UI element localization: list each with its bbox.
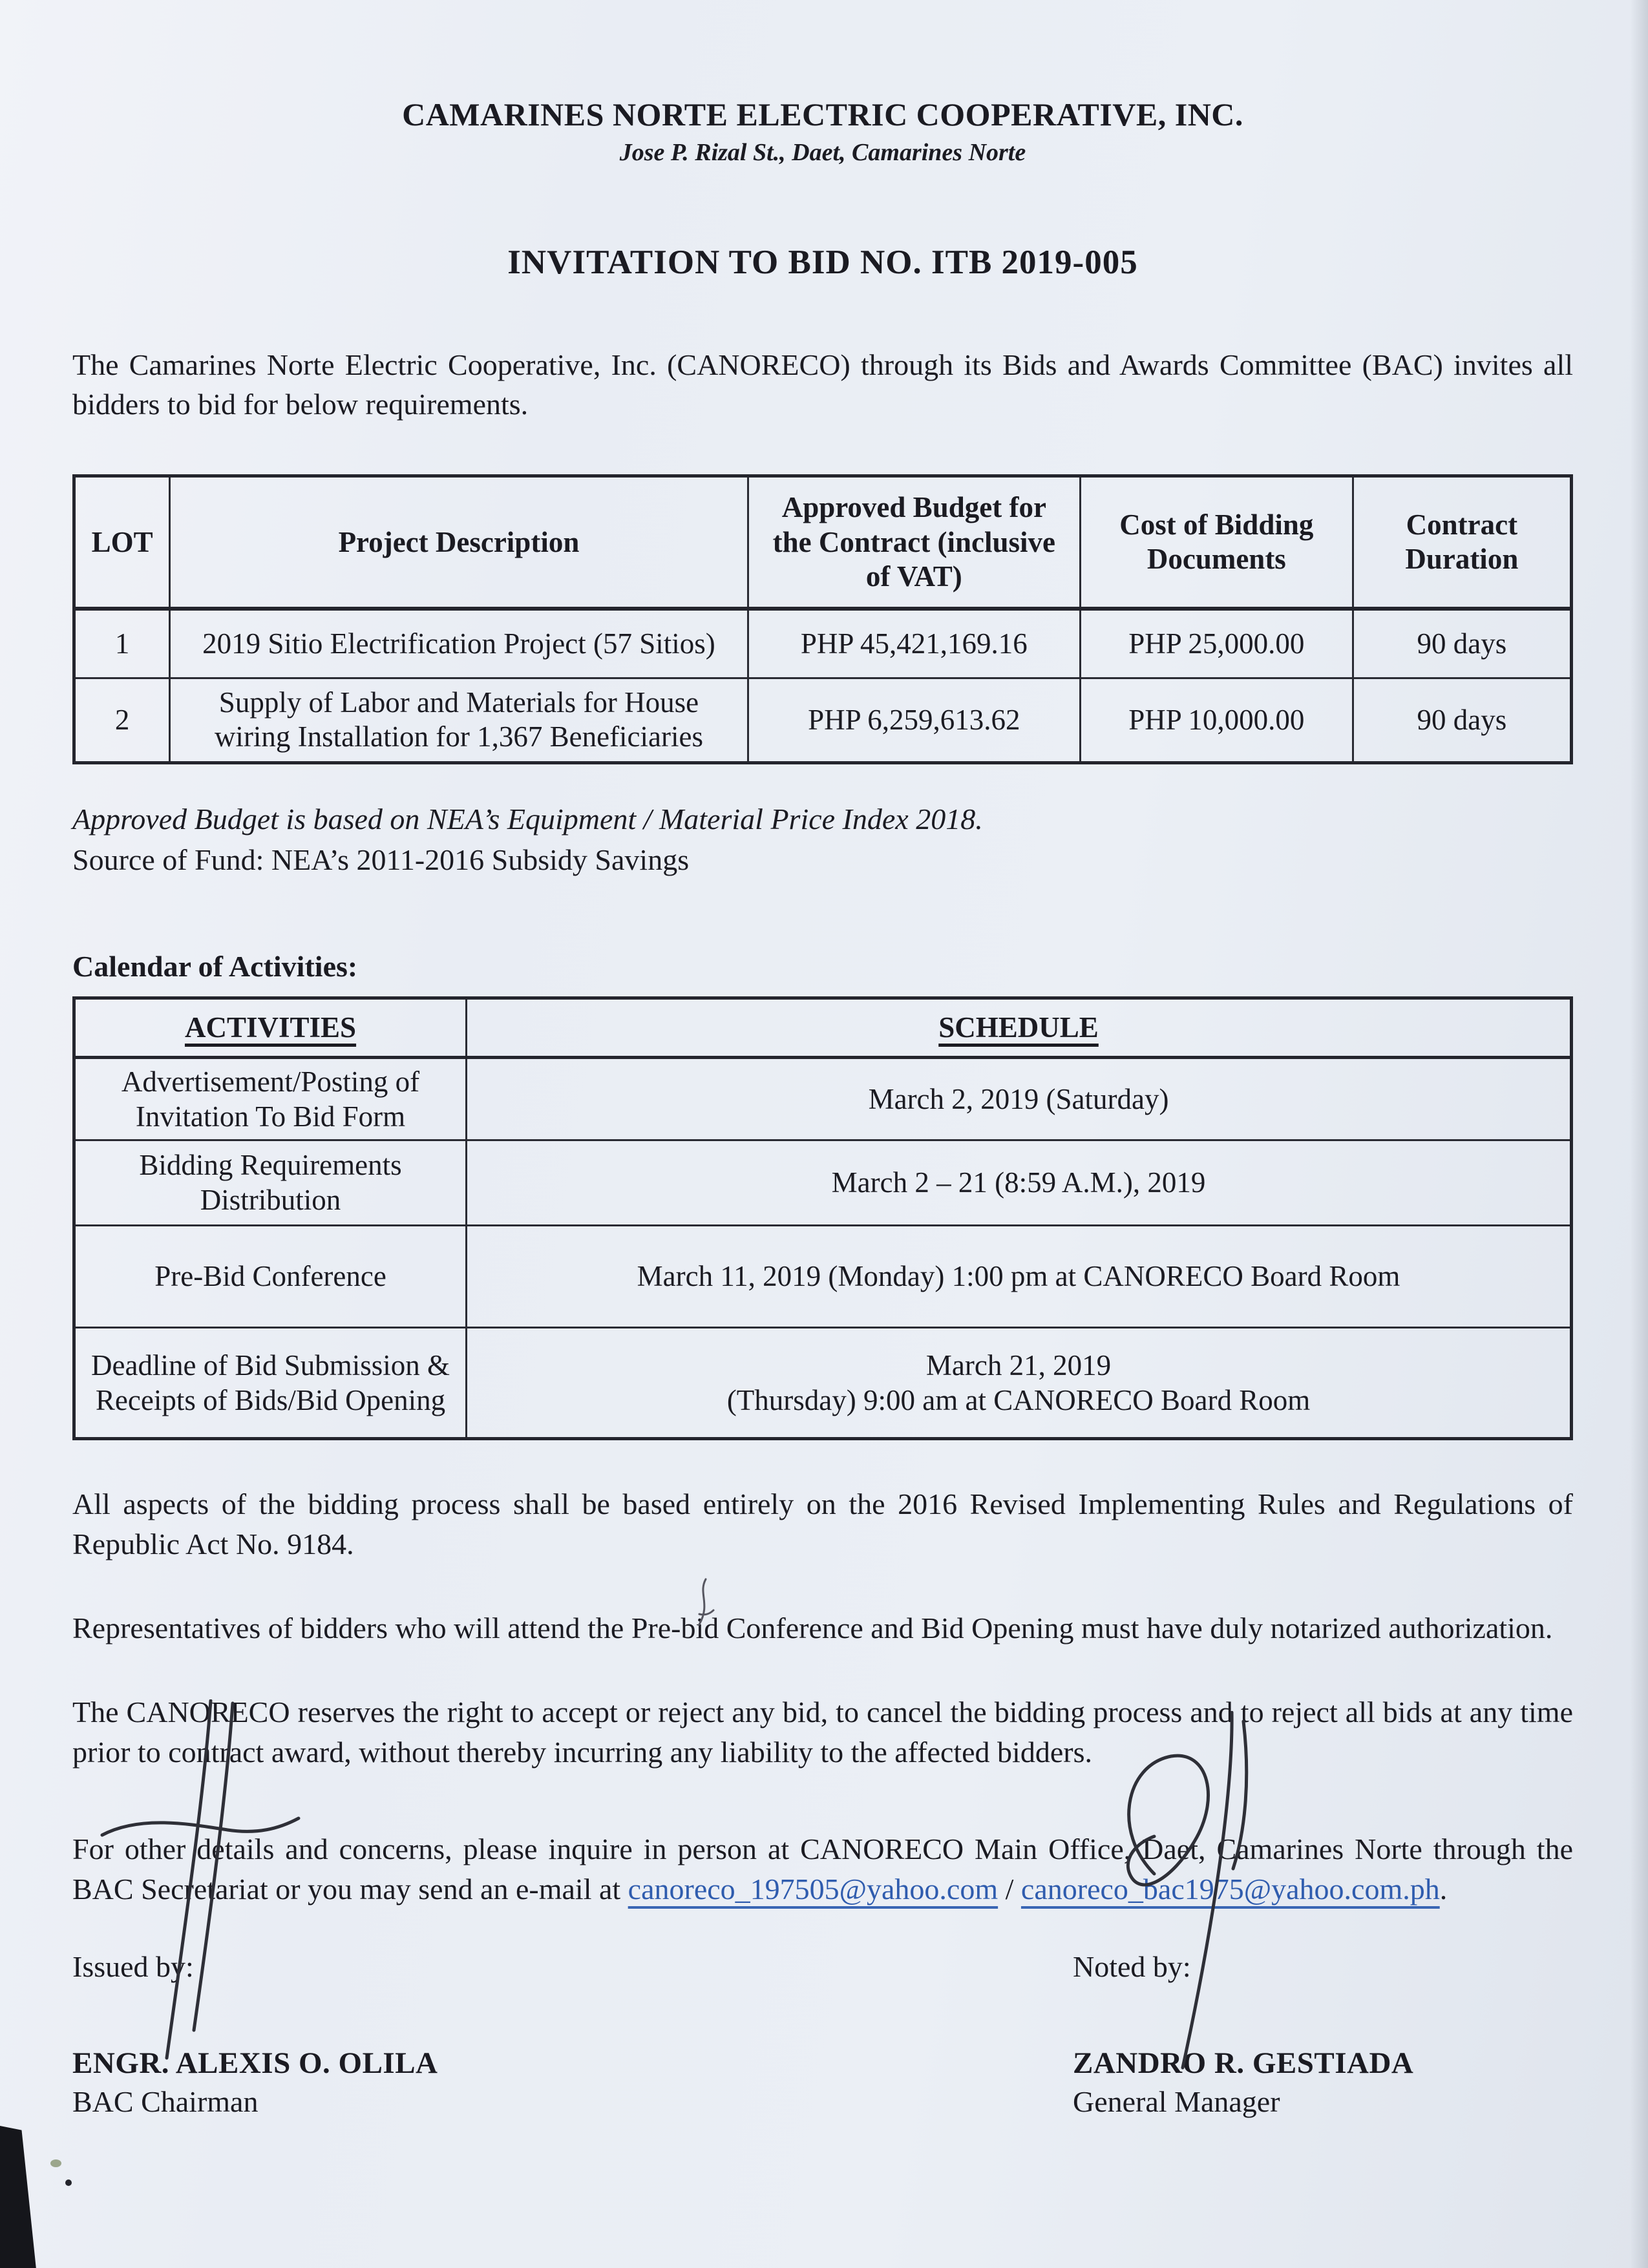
lot-2-budget: PHP 6,259,613.62 xyxy=(748,678,1080,762)
activity-bid-deadline: Deadline of Bid Submission & Receipts of Bids/Bid Opening xyxy=(74,1327,467,1438)
activity-prebid-conference: Pre-Bid Conference xyxy=(74,1225,467,1327)
lot-2-duration: 90 days xyxy=(1353,678,1571,762)
email-link-1[interactable]: canoreco_197505@yahoo.com xyxy=(628,1873,998,1906)
table-row xyxy=(74,1057,1572,1140)
email-separator: / xyxy=(998,1873,1021,1906)
issued-by-title: BAC Chairman xyxy=(72,2085,259,2119)
table-row xyxy=(74,678,1572,762)
lot-1-duration: 90 days xyxy=(1353,609,1571,678)
schedule-bid-deadline xyxy=(467,1327,1572,1438)
email-link-2[interactable]: canoreco_bac1975@yahoo.com.ph xyxy=(1020,1873,1440,1906)
lot-2-cost: PHP 10,000.00 xyxy=(1081,678,1353,762)
noted-by-label: Noted by: xyxy=(1073,1950,1191,1984)
schedule-prebid-conference: March 11, 2019 (Monday) 1:00 pm at CANORECO Board Room xyxy=(467,1225,1572,1327)
noted-by-block xyxy=(1073,1949,1573,2119)
issued-by-block xyxy=(72,1949,1073,2119)
activity-bidding-requirements: Bidding Requirements Distribution xyxy=(74,1140,467,1225)
lot-2-number: 2 xyxy=(74,678,170,762)
document-header xyxy=(72,96,1573,282)
lot-1-description: 2019 Sitio Electrification Project (57 Sitios) xyxy=(170,609,748,678)
signature-section xyxy=(72,1949,1573,2119)
description-column-header: Project Description xyxy=(170,476,748,609)
issued-by-name: ENGR. ALEXIS O. OLILA xyxy=(72,2046,438,2081)
schedule-bidding-requirements: March 2 – 21 (8:59 A.M.), 2019 xyxy=(467,1140,1572,1225)
noted-by-title: General Manager xyxy=(1073,2085,1280,2119)
fund-source-note: Source of Fund: NEA’s 2011-2016 Subsidy Savings xyxy=(72,843,690,876)
scan-speck xyxy=(65,2179,72,2186)
calendar-header-row xyxy=(74,998,1572,1057)
cost-column-header: Cost of Bidding Documents xyxy=(1081,476,1353,609)
activity-advertisement: Advertisement/Posting of Invitation To Bid Form xyxy=(74,1057,467,1140)
paragraph-canoreco-reserves: The CANORECO reserves the right to accept or reject any bid, to cancel the bidding process and to reject all bids at any time prior to contract award, without thereby incurring any liability to the affected bidders. xyxy=(72,1695,1573,1769)
schedule-column-header: SCHEDULE xyxy=(467,998,1572,1057)
contact-paragraph xyxy=(72,1829,1573,1909)
budget-column-header: Approved Budget for the Contract (inclusive of VAT) xyxy=(748,476,1080,609)
schedule-advertisement: March 2, 2019 (Saturday) xyxy=(467,1057,1572,1140)
scan-edge-shading xyxy=(1630,0,1648,2268)
organization-address: Jose P. Rizal St., Daet, Camarines Norte xyxy=(619,139,1026,166)
scan-speck xyxy=(50,2159,61,2167)
table-row xyxy=(74,1225,1572,1327)
activities-column-header: ACTIVITIES xyxy=(74,998,467,1057)
table-row xyxy=(74,609,1572,678)
lot-table xyxy=(72,474,1573,764)
lot-1-number: 1 xyxy=(74,609,170,678)
table-row xyxy=(74,1140,1572,1225)
lot-1-cost: PHP 25,000.00 xyxy=(1081,609,1353,678)
document-content xyxy=(72,96,1573,2119)
lot-1-budget: PHP 45,421,169.16 xyxy=(748,609,1080,678)
duration-column-header: Contract Duration xyxy=(1353,476,1571,609)
paragraph-bidding-rules: All aspects of the bidding process shall be based entirely on the 2016 Revised Implementing Rules and Regulations of Republic Act No. 9184. xyxy=(72,1487,1573,1560)
schedule-bid-deadline-line2: (Thursday) 9:00 am at CANORECO Board Room xyxy=(726,1383,1311,1416)
lot-2-description: Supply of Labor and Materials for House wiring Installation for 1,367 Beneficiaries xyxy=(170,678,748,762)
lot-table-header-row xyxy=(74,476,1572,609)
calendar-table xyxy=(72,996,1573,1440)
document-title: INVITATION TO BID NO. ITB 2019-005 xyxy=(507,244,1138,281)
contact-period: . xyxy=(1439,1873,1448,1906)
budget-basis-note: Approved Budget is based on NEA’s Equipment / Material Price Index 2018. xyxy=(72,802,983,835)
scan-squiggle-artifact xyxy=(685,1577,724,1628)
intro-paragraph: The Camarines Norte Electric Cooperative, Inc. (CANORECO) through its Bids and Awards Committee (BAC) invites all bidders to bid for below requirements. xyxy=(72,348,1573,421)
schedule-bid-deadline-line1: March 21, 2019 xyxy=(925,1349,1112,1381)
organization-name: CAMARINES NORTE ELECTRIC COOPERATIVE, INC. xyxy=(402,96,1243,132)
noted-by-name: ZANDRO R. GESTIADA xyxy=(1073,2046,1414,2081)
table-row xyxy=(74,1327,1572,1438)
calendar-heading: Calendar of Activities: xyxy=(72,949,358,983)
scan-corner-artifact xyxy=(0,2126,40,2268)
contact-text: For other details and concerns, please inquire in person at CANORECO Main Office, Daet, Camarines Norte through the BAC Secretariat or you may send an e-mail at xyxy=(72,1832,1573,1906)
paragraph-representatives: Representatives of bidders who will attend the Pre-bid Conference and Bid Opening must have duly notarized authorization. xyxy=(72,1611,1553,1644)
lot-column-header: LOT xyxy=(74,476,170,609)
issued-by-label: Issued by: xyxy=(72,1950,194,1984)
